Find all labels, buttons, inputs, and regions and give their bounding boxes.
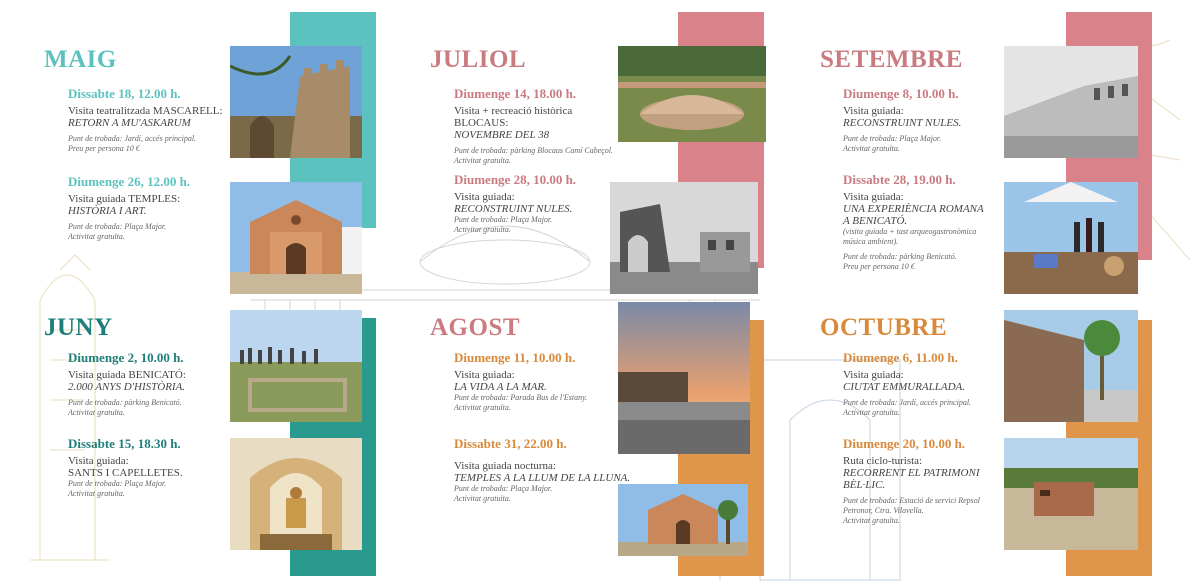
event-date: Diumenge 20, 10.00 h. xyxy=(843,436,966,451)
event-subtitle: NOVEMBRE DEL 38 xyxy=(454,129,550,141)
event-meeting-point: Punt de trobada: Jardí, accés principal. xyxy=(843,398,972,407)
event-price: Activitat gratuïta. xyxy=(68,489,125,498)
event-meeting-point: Punt de trobada: Plaça Major. xyxy=(454,215,553,224)
photo-castle-tower xyxy=(230,46,362,158)
event-meeting-point: Punt de trobada: Parada Bus de l'Estany. xyxy=(454,393,588,402)
event-date: Dissabte 18, 12.00 h. xyxy=(68,86,181,101)
month-octubre: OCTUBRE xyxy=(820,314,948,341)
event-date: Diumenge 28, 10.00 h. xyxy=(454,172,577,187)
photo-old-buildings xyxy=(1004,46,1138,158)
event-subtitle: LA VIDA A LA MAR. xyxy=(454,381,547,393)
event-maig-1 xyxy=(68,86,246,154)
event-subtitle: CIUTAT EMMURALLADA. xyxy=(843,381,966,393)
event-title: Ruta ciclo-turista: xyxy=(843,455,923,467)
event-date: Diumenge 2, 10.00 h. xyxy=(68,350,184,365)
event-price: Activitat gratuïta. xyxy=(454,225,511,234)
event-subtitle: TEMPLES A LA LLUM DE LA LLUNA. xyxy=(454,472,631,484)
event-title: Visita guiada TEMPLES: xyxy=(68,193,181,205)
event-meeting-point: Punt de trobada: pàrking Blocaus Camí Cabeçol. xyxy=(454,146,614,155)
event-octubre-2 xyxy=(843,436,1043,526)
photo-church-facade xyxy=(230,182,362,294)
event-title: Visita guiada: xyxy=(454,369,515,381)
event-title: Visita guiada: xyxy=(843,105,904,117)
photo-sunset-beach xyxy=(618,302,750,454)
event-title: Visita guiada: xyxy=(843,369,904,381)
event-date: Diumenge 26, 12.00 h. xyxy=(68,174,191,189)
event-date: Dissabte 15, 18.30 h. xyxy=(68,436,181,451)
event-meeting-point: Punt de trobada: pàrking Benicató. xyxy=(843,252,957,261)
event-title: Visita teatralitzada MASCARELL: xyxy=(68,105,223,117)
event-subtitle: UNA EXPERIÈNCIA ROMANA xyxy=(843,203,984,215)
event-date: Diumenge 8, 10.00 h. xyxy=(843,86,959,101)
event-agost-1 xyxy=(454,350,632,413)
photo-city-wall-palm xyxy=(1004,310,1138,422)
event-octubre-1 xyxy=(843,350,1021,418)
event-price: Activitat gratuïta. xyxy=(68,232,125,241)
event-agost-2 xyxy=(454,436,654,504)
event-price: Activitat gratuïta. xyxy=(454,156,511,165)
month-maig: MAIG xyxy=(44,46,117,73)
event-price: Activitat gratuïta. xyxy=(68,408,125,417)
event-title: Visita guiada: xyxy=(454,191,515,203)
event-juny-1 xyxy=(68,350,246,418)
event-title: Visita guiada: xyxy=(843,191,904,203)
photo-church-altar xyxy=(230,438,362,550)
event-subtitle: RECONSTRUINT NULES. xyxy=(843,117,962,129)
event-maig-2 xyxy=(68,174,246,242)
event-price: Activitat gratuïta. xyxy=(454,494,511,503)
event-meeting-point: Punt de trobada: pàrking Benicató. xyxy=(68,398,182,407)
event-date: Dissabte 31, 22.00 h. xyxy=(454,436,567,451)
event-setembre-1 xyxy=(843,86,1021,154)
event-price: Activitat gratuïta. xyxy=(843,516,900,525)
event-note-2: música ambient). xyxy=(843,237,899,246)
event-setembre-2 xyxy=(843,172,1043,272)
event-juliol-2 xyxy=(454,172,632,235)
event-date: Diumenge 6, 11.00 h. xyxy=(843,350,958,365)
month-setembre: SETEMBRE xyxy=(820,46,963,73)
event-meeting-point: Punt de trobada: Plaça Major. xyxy=(454,484,553,493)
event-subtitle: SANTS I CAPELLETES. xyxy=(68,467,183,479)
month-juliol: JULIOL xyxy=(430,46,527,73)
event-title: Visita + recreació històrica xyxy=(454,105,573,117)
event-subtitle: RECORRENT EL PATRIMONI xyxy=(843,467,980,479)
photo-excavation-visitors xyxy=(230,310,362,422)
event-juliol-1 xyxy=(454,86,654,166)
event-note: (visita guiada + tast arqueogastronòmica xyxy=(843,227,977,236)
event-subtitle: RECONSTRUINT NULES. xyxy=(454,203,573,215)
event-title: Visita guiada: xyxy=(68,455,129,467)
event-date: Diumenge 11, 10.00 h. xyxy=(454,350,576,365)
event-meeting-point: Punt de trobada: Jardí, accés principal. xyxy=(68,134,197,143)
event-subtitle: 2.000 ANYS D'HISTÒRIA. xyxy=(68,381,186,393)
event-title: Visita guiada nocturna: xyxy=(454,460,556,472)
month-juny: JUNY xyxy=(44,314,113,341)
event-price: Activitat gratuïta. xyxy=(843,408,900,417)
event-price: Preu per persona 10 € xyxy=(68,144,140,153)
event-title-2: BLOCAUS: xyxy=(454,117,509,129)
event-meeting-point-2: Petronor, Ctra. Vilavella. xyxy=(843,506,924,515)
event-price: Activitat gratuïta. xyxy=(454,403,511,412)
event-meeting-point: Punt de trobada: Plaça Major. xyxy=(68,479,167,488)
event-subtitle-2: A BENICATÓ. xyxy=(843,215,908,227)
event-price: Activitat gratuïta. xyxy=(843,144,900,153)
event-date: Dissabte 28, 19.00 h. xyxy=(843,172,956,187)
event-price: Preu per persona 10 € xyxy=(843,262,915,271)
event-meeting-point: Punt de trobada: Plaça Major. xyxy=(843,134,942,143)
event-title: Visita guiada BENICATÓ: xyxy=(68,369,186,381)
event-date: Diumenge 14, 18.00 h. xyxy=(454,86,577,101)
event-subtitle: HISTÒRIA I ART. xyxy=(68,205,147,217)
event-subtitle-2: BÈL·LIC. xyxy=(843,479,886,491)
event-juny-2 xyxy=(68,436,246,499)
event-subtitle: RETORN A MU'ASKARUM xyxy=(68,117,191,129)
month-agost: AGOST xyxy=(430,314,521,341)
event-meeting-point: Punt de trobada: Estació de servici Repsol xyxy=(843,496,981,505)
event-meeting-point: Punt de trobada: Plaça Major. xyxy=(68,222,167,231)
photo-ruins-historic xyxy=(610,182,758,294)
